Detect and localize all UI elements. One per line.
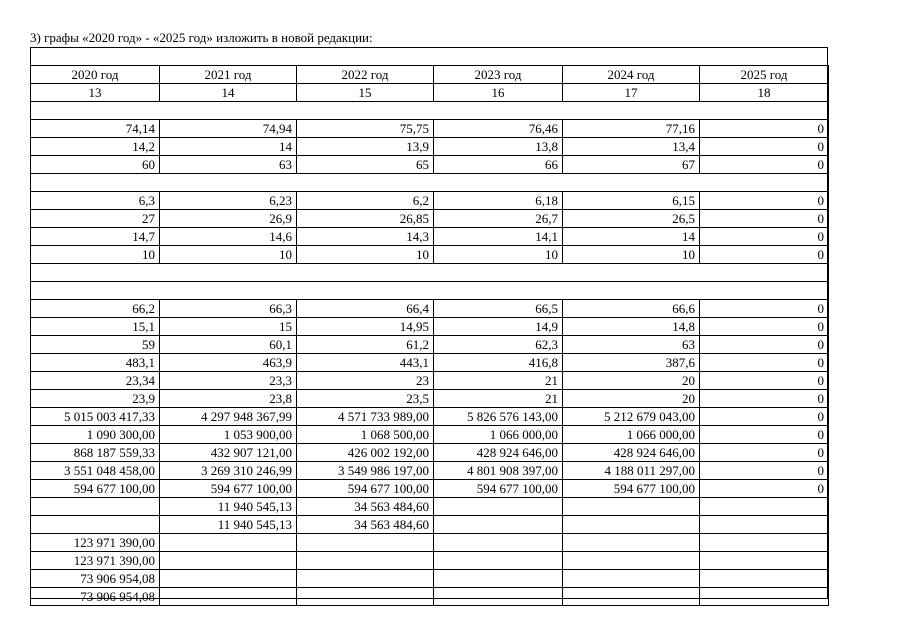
table-cell: 6,18 <box>434 192 563 210</box>
table-cell <box>700 588 829 606</box>
table-row <box>31 210 829 228</box>
table-cell: 0 <box>700 444 829 462</box>
table-cell <box>31 498 160 516</box>
table-cell: 14,6 <box>160 228 297 246</box>
table-cell: 77,16 <box>563 120 700 138</box>
column-number: 16 <box>434 84 563 102</box>
table-cell: 14,9 <box>434 318 563 336</box>
data-table <box>30 65 829 606</box>
table-cell: 0 <box>700 210 829 228</box>
table-cell: 21 <box>434 372 563 390</box>
table-cell: 0 <box>700 318 829 336</box>
table-cell <box>297 552 434 570</box>
table-cell: 63 <box>160 156 297 174</box>
header-row <box>31 66 829 84</box>
table-cell: 13,9 <box>297 138 434 156</box>
table-row <box>31 192 829 210</box>
table-cell <box>297 534 434 552</box>
table-cell <box>563 570 700 588</box>
table-cell: 0 <box>700 300 829 318</box>
table-row <box>31 516 829 534</box>
table-cell <box>160 570 297 588</box>
table-cell: 0 <box>700 480 829 498</box>
table-cell <box>160 588 297 606</box>
table-cell: 26,9 <box>160 210 297 228</box>
table-cell: 6,23 <box>160 192 297 210</box>
table-cell <box>160 552 297 570</box>
table-row <box>31 480 829 498</box>
table-row <box>31 156 829 174</box>
table-cell: 13,8 <box>434 138 563 156</box>
column-number: 13 <box>31 84 160 102</box>
table-cell: 15,1 <box>31 318 160 336</box>
table-row <box>31 570 829 588</box>
table-cell: 66 <box>434 156 563 174</box>
table-cell <box>700 516 829 534</box>
table-cell: 463,9 <box>160 354 297 372</box>
table-cell: 5 826 576 143,00 <box>434 408 563 426</box>
table-cell: 66,2 <box>31 300 160 318</box>
table-cell: 26,7 <box>434 210 563 228</box>
table-cell: 594 677 100,00 <box>563 480 700 498</box>
table-cell: 65 <box>297 156 434 174</box>
table-cell: 26,85 <box>297 210 434 228</box>
table-cell: 34 563 484,60 <box>297 498 434 516</box>
table-cell: 66,6 <box>563 300 700 318</box>
table-cell: 14,95 <box>297 318 434 336</box>
table-cell <box>563 534 700 552</box>
table-cell <box>700 552 829 570</box>
table-cell: 14,2 <box>31 138 160 156</box>
table-cell: 0 <box>700 372 829 390</box>
table-cell: 594 677 100,00 <box>434 480 563 498</box>
table-cell: 74,14 <box>31 120 160 138</box>
table-cell: 61,2 <box>297 336 434 354</box>
table-cell: 21 <box>434 390 563 408</box>
table-cell: 0 <box>700 138 829 156</box>
table-cell: 3 549 986 197,00 <box>297 462 434 480</box>
table-cell: 20 <box>563 372 700 390</box>
table-cell: 34 563 484,60 <box>297 516 434 534</box>
table-cell: 23,3 <box>160 372 297 390</box>
table-cell: 0 <box>700 408 829 426</box>
table-row <box>31 120 829 138</box>
table-cell <box>434 534 563 552</box>
table-cell: 14,8 <box>563 318 700 336</box>
table-cell: 0 <box>700 462 829 480</box>
table-cell: 13,4 <box>563 138 700 156</box>
table-cell: 4 571 733 989,00 <box>297 408 434 426</box>
column-number: 15 <box>297 84 434 102</box>
table-row <box>31 444 829 462</box>
column-header: 2023 год <box>434 66 563 84</box>
table-row <box>31 300 829 318</box>
column-number: 18 <box>700 84 829 102</box>
column-header: 2025 год <box>700 66 829 84</box>
table-cell: 0 <box>700 426 829 444</box>
separator-cell <box>31 102 829 120</box>
table-cell <box>563 516 700 534</box>
table-cell: 75,75 <box>297 120 434 138</box>
table-cell: 0 <box>700 390 829 408</box>
table-cell: 4 188 011 297,00 <box>563 462 700 480</box>
table-cell: 23,34 <box>31 372 160 390</box>
table-cell: 594 677 100,00 <box>31 480 160 498</box>
table-cell: 0 <box>700 246 829 264</box>
table-cell <box>160 534 297 552</box>
table-cell: 123 971 390,00 <box>31 552 160 570</box>
table-cell: 0 <box>700 336 829 354</box>
table-cell: 59 <box>31 336 160 354</box>
table-cell: 60,1 <box>160 336 297 354</box>
table-cell: 426 002 192,00 <box>297 444 434 462</box>
table-cell: 123 971 390,00 <box>31 534 160 552</box>
table-cell: 27 <box>31 210 160 228</box>
table-cell <box>434 498 563 516</box>
table-cell: 14,3 <box>297 228 434 246</box>
table-row <box>31 138 829 156</box>
table-cell: 428 924 646,00 <box>563 444 700 462</box>
table-cell: 76,46 <box>434 120 563 138</box>
table-cell: 73 906 954,08 <box>31 570 160 588</box>
table-cell: 73 906 954,08 <box>31 588 160 606</box>
table-row <box>31 498 829 516</box>
table-cell: 14 <box>160 138 297 156</box>
table-cell: 14 <box>563 228 700 246</box>
table-cell: 0 <box>700 354 829 372</box>
table-cell: 10 <box>31 246 160 264</box>
table-row <box>31 372 829 390</box>
column-number: 14 <box>160 84 297 102</box>
table-cell: 1 066 000,00 <box>434 426 563 444</box>
table-cell <box>434 570 563 588</box>
table-row <box>31 390 829 408</box>
table-cell: 26,5 <box>563 210 700 228</box>
table-cell: 23,5 <box>297 390 434 408</box>
table-row <box>31 354 829 372</box>
table-cell <box>700 498 829 516</box>
table-cell: 1 066 000,00 <box>563 426 700 444</box>
table-cell: 1 090 300,00 <box>31 426 160 444</box>
table-cell: 63 <box>563 336 700 354</box>
table-cell: 10 <box>297 246 434 264</box>
table-row <box>31 534 829 552</box>
table-cell: 23,8 <box>160 390 297 408</box>
table-row <box>31 426 829 444</box>
table-cell: 3 551 048 458,00 <box>31 462 160 480</box>
table-cell: 4 801 908 397,00 <box>434 462 563 480</box>
table-cell: 5 015 003 417,33 <box>31 408 160 426</box>
table-row <box>31 552 829 570</box>
section-separator-row <box>31 282 829 300</box>
table-cell: 11 940 545,13 <box>160 516 297 534</box>
document-heading: 3) графы «2020 год» - «2025 год» изложить в новой редакции: <box>30 30 373 45</box>
table-body <box>31 66 829 606</box>
table-row <box>31 588 829 606</box>
table-cell <box>297 570 434 588</box>
section-separator-row <box>31 174 829 192</box>
table-cell: 0 <box>700 156 829 174</box>
table-row <box>31 336 829 354</box>
table-cell: 6,2 <box>297 192 434 210</box>
table-cell: 60 <box>31 156 160 174</box>
table-cell: 14,1 <box>434 228 563 246</box>
table-cell <box>434 588 563 606</box>
table-cell: 11 940 545,13 <box>160 498 297 516</box>
table-row <box>31 246 829 264</box>
table-cell: 1 053 900,00 <box>160 426 297 444</box>
table-cell: 428 924 646,00 <box>434 444 563 462</box>
table-cell: 15 <box>160 318 297 336</box>
table-cell: 868 187 559,33 <box>31 444 160 462</box>
table-cell: 74,94 <box>160 120 297 138</box>
table-cell: 3 269 310 246,99 <box>160 462 297 480</box>
table-cell: 6,15 <box>563 192 700 210</box>
table-cell: 10 <box>434 246 563 264</box>
table-cell: 416,8 <box>434 354 563 372</box>
column-header: 2021 год <box>160 66 297 84</box>
table-cell: 6,3 <box>31 192 160 210</box>
separator-cell <box>31 264 829 282</box>
table-cell: 0 <box>700 228 829 246</box>
table-cell: 23,9 <box>31 390 160 408</box>
table-cell <box>563 552 700 570</box>
table-cell: 0 <box>700 192 829 210</box>
table-cell <box>700 534 829 552</box>
table-cell <box>434 552 563 570</box>
section-separator-row <box>31 264 829 282</box>
table-cell: 432 907 121,00 <box>160 444 297 462</box>
table-cell <box>563 588 700 606</box>
table-row <box>31 462 829 480</box>
separator-cell <box>31 282 829 300</box>
table-row <box>31 408 829 426</box>
table-cell <box>563 498 700 516</box>
table-cell: 67 <box>563 156 700 174</box>
table-cell: 66,5 <box>434 300 563 318</box>
column-header: 2024 год <box>563 66 700 84</box>
table-cell <box>31 516 160 534</box>
table-cell: 0 <box>700 120 829 138</box>
table-row <box>31 228 829 246</box>
table-cell: 594 677 100,00 <box>297 480 434 498</box>
table-cell: 10 <box>563 246 700 264</box>
table-cell: 594 677 100,00 <box>160 480 297 498</box>
table-cell: 10 <box>160 246 297 264</box>
table-cell: 14,7 <box>31 228 160 246</box>
section-separator-row <box>31 102 829 120</box>
table-cell: 62,3 <box>434 336 563 354</box>
table-cell: 66,3 <box>160 300 297 318</box>
column-number: 17 <box>563 84 700 102</box>
table-cell: 443,1 <box>297 354 434 372</box>
table-cell: 66,4 <box>297 300 434 318</box>
table-cell <box>297 588 434 606</box>
separator-cell <box>31 174 829 192</box>
table-row <box>31 318 829 336</box>
table-cell: 5 212 679 043,00 <box>563 408 700 426</box>
table-cell: 23 <box>297 372 434 390</box>
table-cell: 20 <box>563 390 700 408</box>
table-cell: 387,6 <box>563 354 700 372</box>
column-header: 2022 год <box>297 66 434 84</box>
table-cell <box>700 570 829 588</box>
table-cell <box>434 516 563 534</box>
column-number-row <box>31 84 829 102</box>
table-cell: 1 068 500,00 <box>297 426 434 444</box>
table-cell: 483,1 <box>31 354 160 372</box>
column-header: 2020 год <box>31 66 160 84</box>
table-cell: 4 297 948 367,99 <box>160 408 297 426</box>
